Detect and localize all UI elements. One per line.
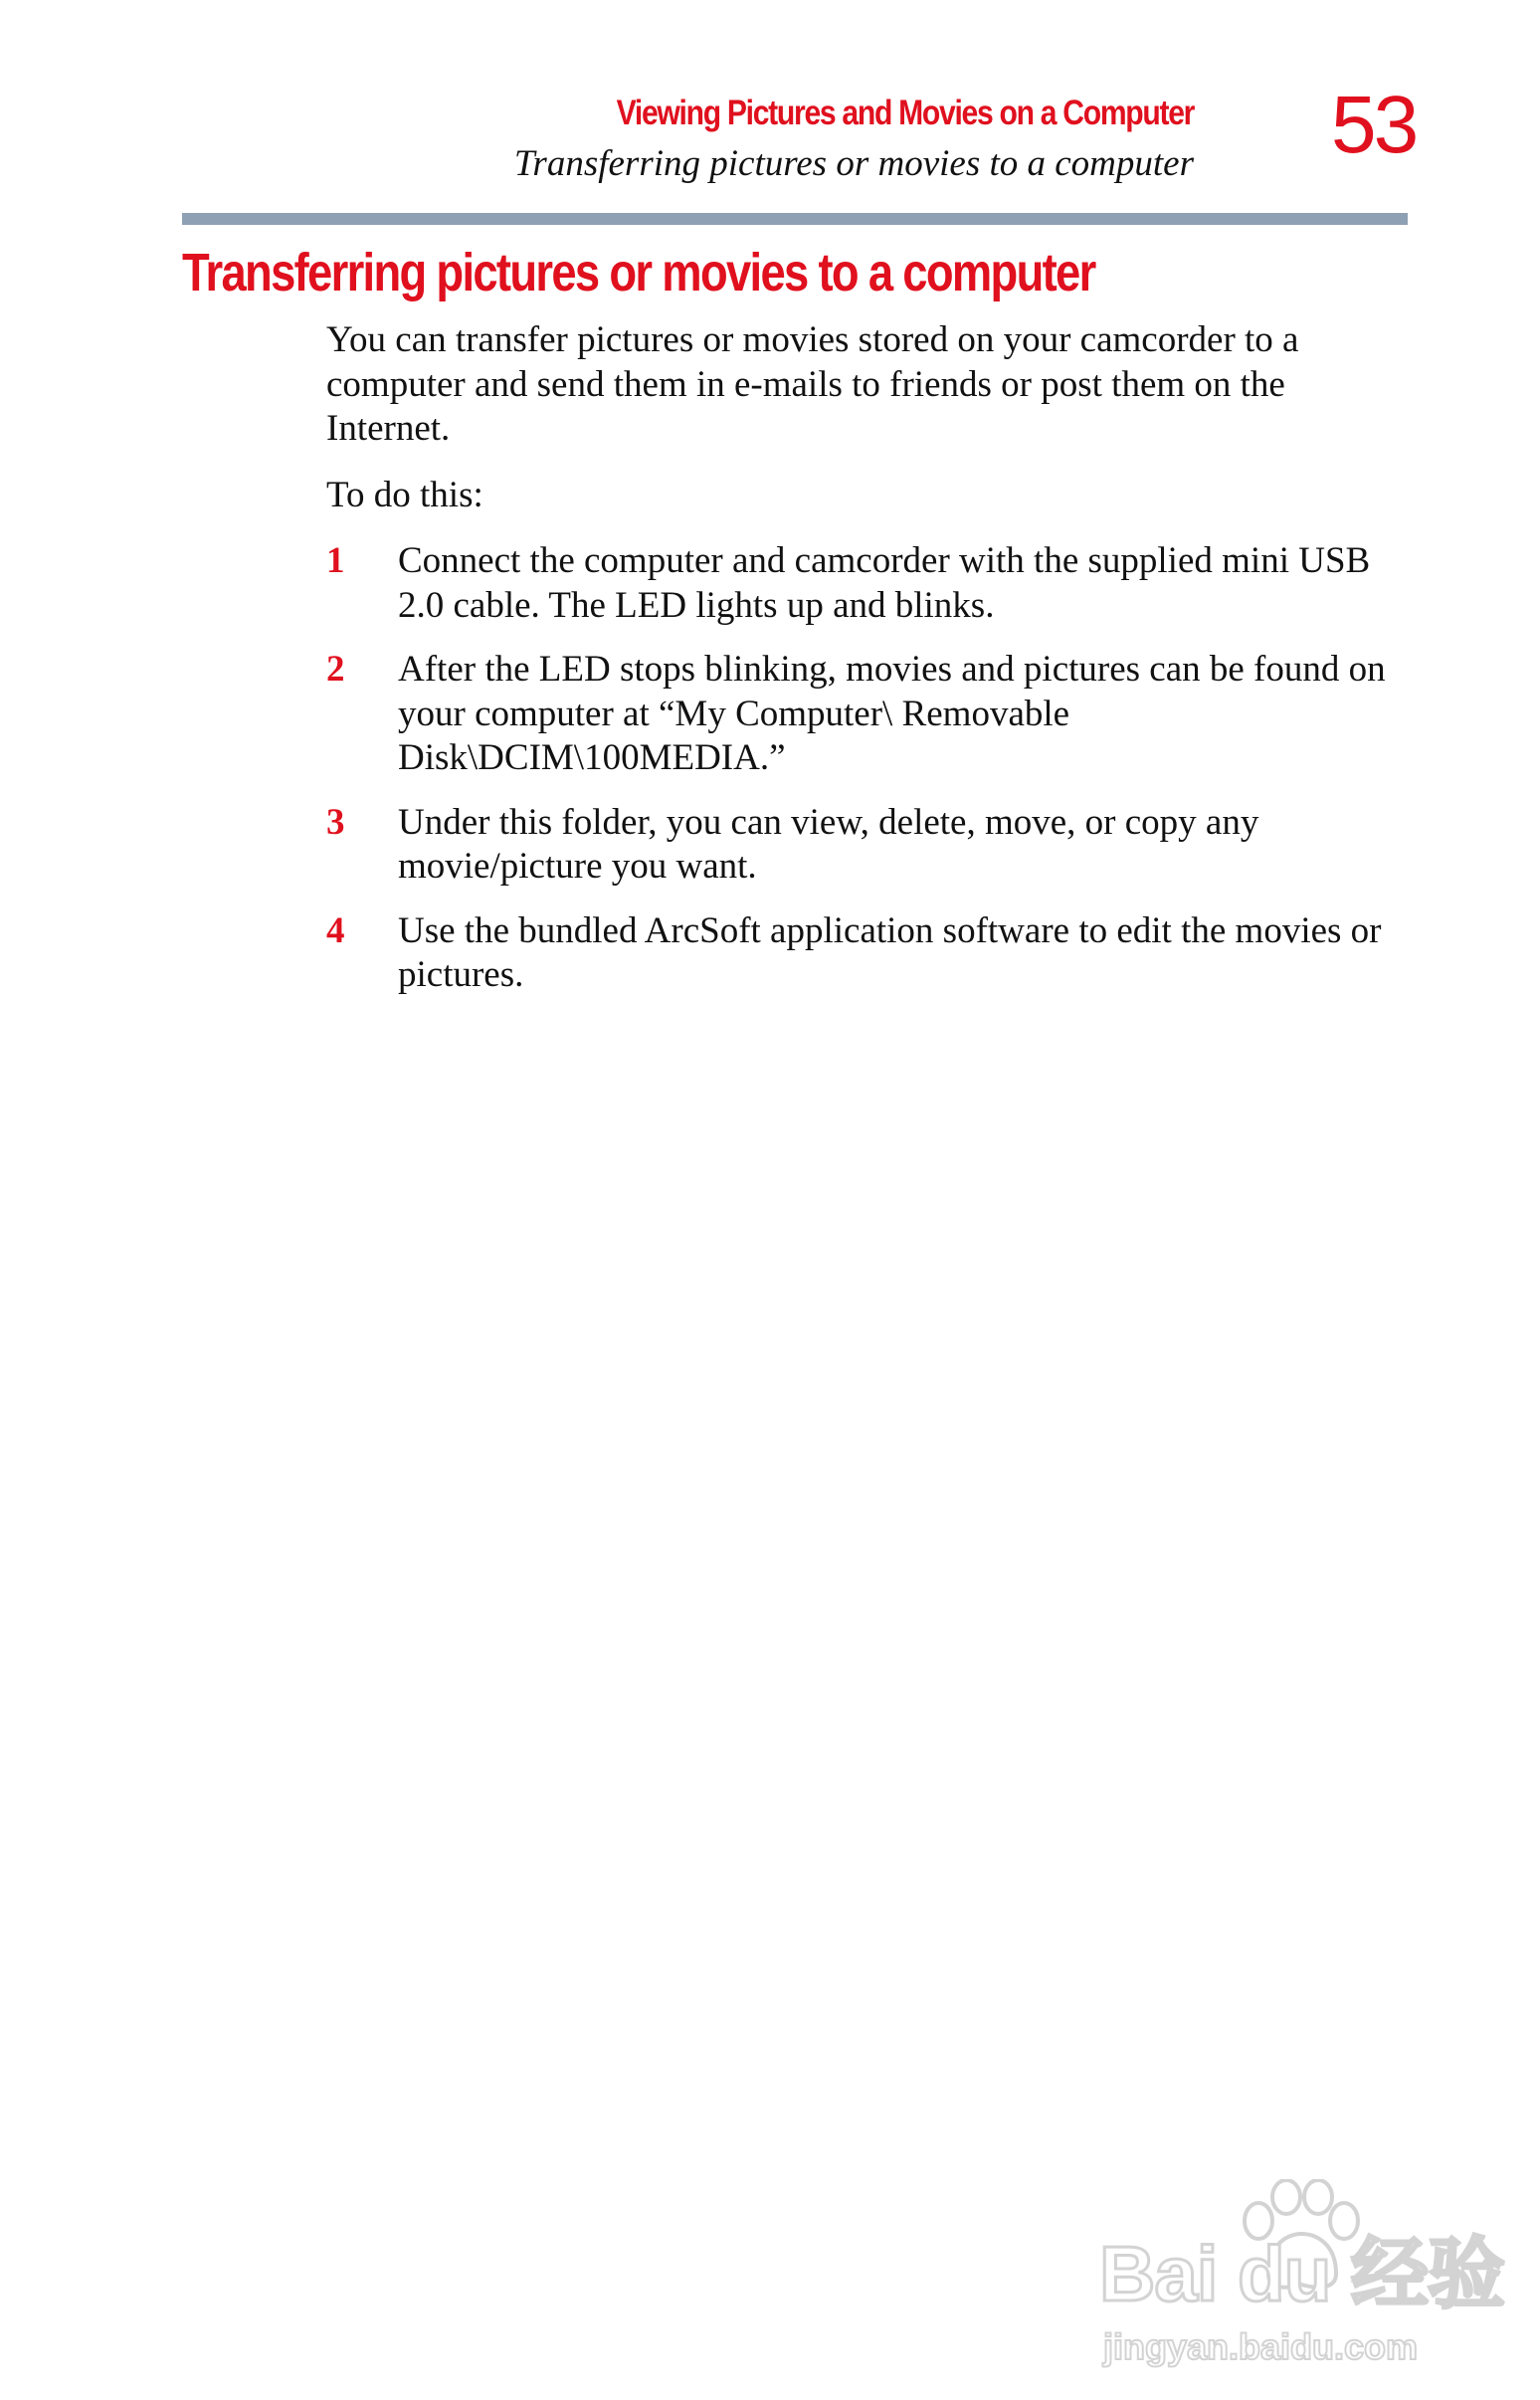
list-item — [326, 539, 1411, 628]
watermark-url: jingyan.baidu.com — [1103, 2326, 1419, 2367]
running-head — [514, 88, 1194, 189]
list-item — [326, 648, 1411, 781]
step-text: Use the bundled ArcSoft application software to edit the movies or pictures. — [398, 909, 1382, 995]
step-number: 4 — [326, 909, 345, 951]
baidu-watermark — [1099, 2179, 1505, 2378]
running-section-title: Transferring pictures or movies to a computer — [513, 143, 1194, 184]
step-number: 2 — [326, 649, 345, 690]
section-body — [326, 318, 1411, 1018]
list-item — [326, 909, 1411, 998]
intro-paragraph: You can transfer pictures or movies stored on your camcorder to a computer and send them in e-mails to friends or post them on the Internet. — [326, 319, 1299, 449]
chapter-title: Viewing Pictures and Movies on a Computer — [616, 94, 1194, 132]
page-header — [0, 0, 1540, 229]
page-number: 53 — [1331, 80, 1417, 170]
step-text: Connect the computer and camcorder with the supplied mini USB 2.0 cable. The LED lights up and blinks. — [398, 540, 1371, 626]
section-heading: Transferring pictures or movies to a computer — [182, 243, 1095, 302]
step-number: 1 — [326, 540, 345, 581]
step-number: 3 — [326, 801, 345, 843]
step-text: Under this folder, you can view, delete, move, or copy any movie/picture you want. — [398, 801, 1259, 887]
lead-in-paragraph: To do this: — [326, 474, 483, 515]
watermark-logo: Bai du 经验 — [1099, 2230, 1505, 2317]
step-text: After the LED stops blinking, movies and pictures can be found on your computer at “My Computer\ Removable Disk\DCIM\100MEDIA.” — [398, 649, 1386, 778]
list-item — [326, 801, 1411, 890]
header-divider — [182, 213, 1408, 225]
steps-list — [326, 539, 1411, 998]
